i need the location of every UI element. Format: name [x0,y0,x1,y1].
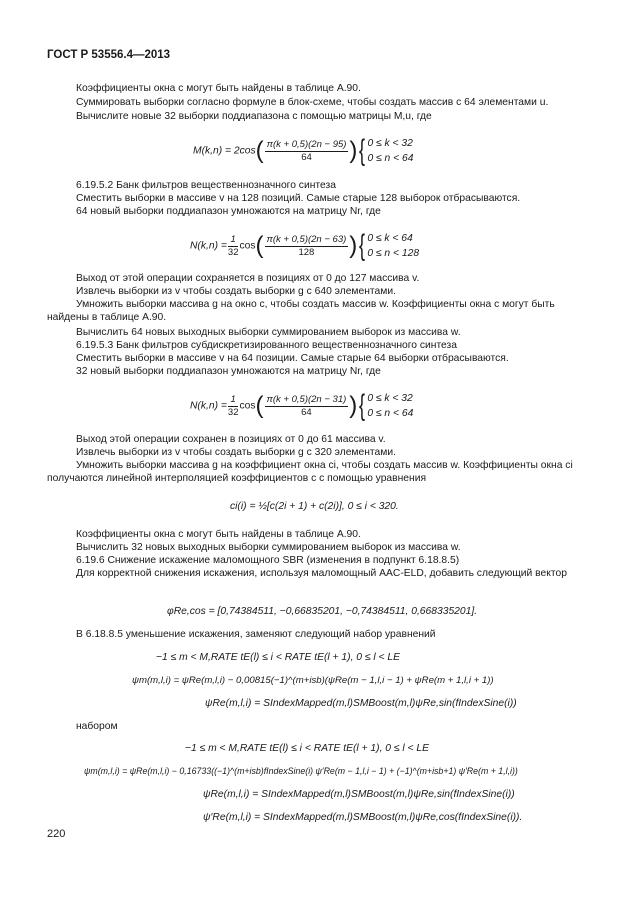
paragraph: Умножить выборки массива g на коэффициент окна ci, чтобы создать массив w. Коэффициенты окна ci получаются линейной интерполяцией коэффициентов c c помощью уравнения [47,460,573,485]
section-heading: 6.19.5.3 Банк фильтров субдискретизированного вещественнозначного синтеза [76,340,457,351]
paragraph: Извлечь выборки из v чтобы создать выборки g c 320 элементами. [76,447,396,458]
equation-n-matrix-2: N(k,n) = $\frac{1}{32}$ cos( $\frac{\pi(k + 0,5)(2n - 31)}{64}$ ){ 0 ≤ k < 32 0 ≤ n < 64 [190,389,414,422]
equation-n-matrix-1: N(k,n) = $\frac{1}{32}$ cos( $\frac{\pi(k + 0,5)(2n - 63)}{128}$ ){ 0 ≤ k < 64 0 ≤ n < 128 [190,229,420,262]
paragraph: Выход этой операции сохранен в позициях от 0 до 61 массива v. [76,434,386,445]
equation-phi-vector: φRe,cos = [0,74384511, −0,66835201, −0,74384511, 0,668335201]. [167,606,478,617]
equation-range-2: −1 ≤ m < M,RATE tE(l) ≤ i < RATE tE(l + 1), 0 ≤ l < LE [185,743,430,754]
paragraph: Вычислите новые 32 выборки поддиапазона с помощью матрицы M,u, где [76,111,432,122]
equation-psi-re-prime: ψ′Re(m,l,i) = SIndexMapped(m,l)SMBoost(m,l)ψRe,cos(fIndexSine(i)). [203,812,523,823]
paragraph: Вычислить 64 новых выходных выборки суммированием выборок из массива w. [76,327,461,338]
paragraph: Выход от этой операции сохраняется в позициях от 0 до 127 массива v. [76,273,420,284]
equation-range-1: −1 ≤ m < M,RATE tE(l) ≤ i < RATE tE(l + 1), 0 ≤ l < LE [156,652,401,663]
document-header: ГОСТ Р 53556.4—2013 [47,49,171,61]
paragraph: В 6.18.8.5 уменьшение искажения, заменяют следующий набор уравнений [76,629,436,640]
paragraph: Суммировать выборки согласно формуле в блок-схеме, чтобы создать массив c 64 элементами u. [76,97,549,108]
equation-m-matrix: M(k,n) = 2cos( $\frac{\pi(k + 0,5)(2n - 95)}{64}$ ){ 0 ≤ k < 32 0 ≤ n < 64 [193,134,414,167]
paragraph: Сместить выборки в массиве v на 64 позиции. Самые старые 64 выборки отбрасываются. [76,353,509,364]
equation-psi-re-2: ψRe(m,l,i) = SIndexMapped(m,l)SMBoost(m,l)ψRe,sin(fIndexSine(i)) [203,789,515,800]
equation-psi-re-1: ψRe(m,l,i) = SIndexMapped(m,l)SMBoost(m,l)ψRe,sin(fIndexSine(i)) [205,698,517,709]
page-number: 220 [47,828,66,840]
paragraph: Умножить выборки массива g на окно c, чтобы создать массив w. Коэффициенты окна c могут быть найдены в таблице A.90. [47,299,555,324]
section-heading: 6.19.6 Снижение искажение маломощного SBR (изменения в подпункт 6.18.8.5) [76,555,460,566]
paragraph: 32 новый выборки поддиапазон умножаются на матрицу Nr, где [76,366,381,377]
paragraph: Коэффициенты окна c могут быть найдены в таблице A.90. [76,529,361,540]
section-heading: 6.19.5.2 Банк фильтров вещественнозначного синтеза [76,180,336,191]
equation-ci: ci(i) = ½[c(2i + 1) + c(2i)], 0 ≤ i < 320. [230,501,399,512]
paragraph: Извлечь выборки из v чтобы создать выборки g c 640 элементами. [76,286,396,297]
paragraph: Коэффициенты окна c могут быть найдены в таблице A.90. [76,83,361,94]
paragraph: Сместить выборки в массиве v на 128 позиций. Самые старые 128 выборок отбрасываются. [76,193,521,204]
paragraph: Вычислить 32 новых выходных выборки суммированием выборок из массива w. [76,542,461,553]
paragraph: набором [76,721,118,732]
equation-psi-m-1: ψm(m,l,i) = ψRe(m,l,i) − 0,00815(−1)^(m+isb)(ψRe(m − 1,l,i − 1) + ψRe(m + 1,l,i + 1)) [132,675,494,686]
equation-psi-m-2: ψm(m,l,i) = ψRe(m,l,i) − 0,16733((−1)^(m+isb)fIndexSine(i) ψ′Re(m − 1,l,i − 1) + (−1)^(m+isb+1) ψ′Re(m + 1,l,i)) [84,766,518,776]
paragraph: 64 новый выборки поддиапазон умножаются на матрицу Nr, где [76,206,381,217]
paragraph: Для корректной снижения искажения, используя маломощный AAC-ELD, добавить следующий вектор [76,568,567,579]
